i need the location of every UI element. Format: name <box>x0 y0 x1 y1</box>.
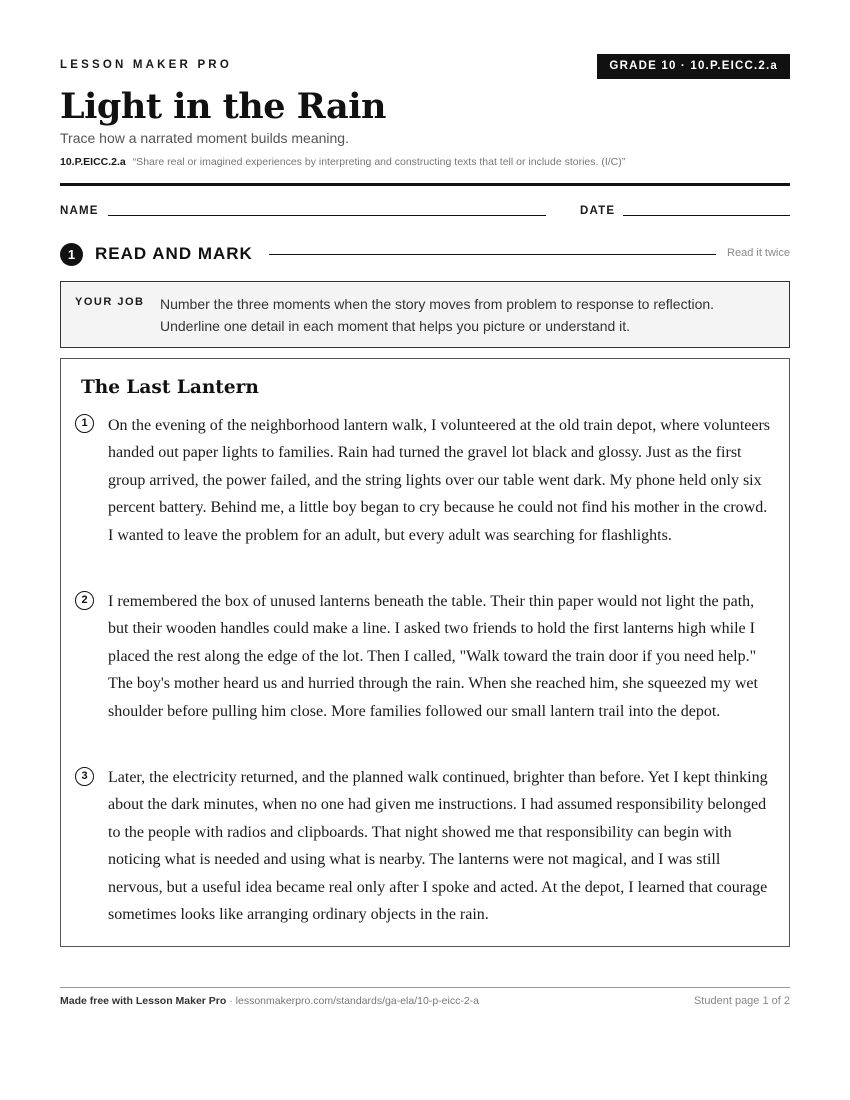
footer-credit <box>60 995 479 1007</box>
paragraph-number-circle: 2 <box>75 591 94 610</box>
passage-paragraph: On the evening of the neighborhood lantern walk, I volunteered at the old train depot, where volunteers handed out paper lights to families. Rain had turned the gravel lot black and glossy. Just as the first group arrived, the power failed, and the string lights over our table went dark. My phone held only six percent battery. Behind me, a little boy began to cry because he could not find his mother in the crowd. I wanted to leave the problem for an adult, but every adult was searching for flashlights. <box>108 417 771 544</box>
page-title: Light in the Rain <box>60 86 386 127</box>
section-header <box>60 243 790 267</box>
date-field-line[interactable] <box>623 215 790 216</box>
standard-text: “Share real or imagined experiences by interpreting and constructing texts that tell or include stories. (I/C)” <box>132 156 626 168</box>
passage-box <box>60 358 790 947</box>
footer-divider <box>60 987 790 988</box>
section-note: Read it twice <box>727 247 790 259</box>
top-bar <box>60 54 790 80</box>
instruction-line: Underline one detail in each moment that helps you picture or understand it. <box>160 318 631 334</box>
header-divider <box>60 183 790 186</box>
your-job-label: YOUR JOB <box>75 296 145 308</box>
name-field-line[interactable] <box>108 215 546 216</box>
name-label: NAME <box>60 205 99 217</box>
page-subtitle: Trace how a narrated moment builds meaning. <box>60 130 349 146</box>
brand-logo-text: LESSON MAKER PRO <box>60 59 232 71</box>
passage-paragraph: Later, the electricity returned, and the planned walk continued, brighter than before. Yet I kept thinking about the dark minutes, when no one had given me instructions. I had assumed responsibility belonged to the people with radios and clipboards. That night showed me that responsibility can begin with noticing what is needed and using what is nearby. The lanterns were not magical, and I was still nervous, but a useful idea became real only after I spoke and acted. At the depot, I learned that courage sometimes looks like arranging ordinary objects in the rain. <box>108 769 768 924</box>
footer-url[interactable]: · lessonmakerpro.com/standards/ga-ela/10-p-eicc-2-a <box>226 995 480 1007</box>
name-date-row <box>60 204 790 218</box>
section-title: READ AND MARK <box>95 244 253 263</box>
your-job-instructions <box>160 293 780 337</box>
section-number-badge: 1 <box>60 243 83 266</box>
footer-page-number: Student page 1 of 2 <box>693 995 790 1007</box>
standard-line <box>60 156 625 168</box>
standard-code: 10.P.EICC.2.a <box>60 156 126 168</box>
passage-paragraph: I remembered the box of unused lanterns beneath the table. Their thin paper would not light the path, but their wooden handles could make a line. I asked two friends to hold the first lanterns high while I placed the rest along the edge of the lot. Then I called, "Walk toward the train door if you need help." The boy's mother heard us and hurried through the rain. When she reached him, she squeezed my wet shoulder before pulling him close. More families followed our small lantern trail into the depot. <box>108 593 758 720</box>
instruction-line: Number the three moments when the story moves from problem to response to reflection. <box>160 296 715 312</box>
paragraph-number-circle: 1 <box>75 414 94 433</box>
grade-badge: GRADE 10 · 10.P.EICC.2.a <box>597 54 790 79</box>
your-job-box <box>60 281 790 348</box>
date-label: DATE <box>580 205 616 217</box>
section-rule <box>269 254 716 255</box>
passage-title: The Last Lantern <box>81 377 259 398</box>
paragraph-number-circle: 3 <box>75 767 94 786</box>
footer-made-with: Made free with Lesson Maker Pro <box>60 995 227 1007</box>
